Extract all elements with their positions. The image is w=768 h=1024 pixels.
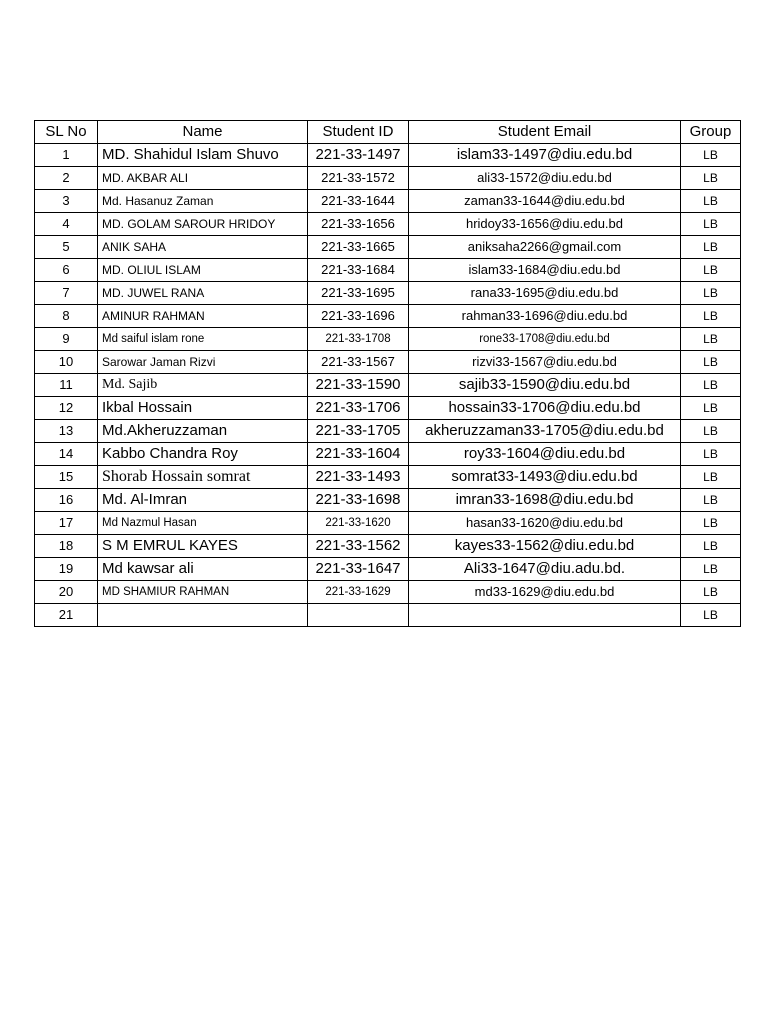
sl-cell: 2 xyxy=(35,167,98,190)
email-cell: hasan33-1620@diu.edu.bd xyxy=(409,512,681,535)
group-cell: LB xyxy=(681,190,741,213)
id-cell: 221-33-1684 xyxy=(308,259,409,282)
table-row xyxy=(35,190,741,213)
name-cell: Md Nazmul Hasan xyxy=(98,512,308,535)
id-cell: 221-33-1656 xyxy=(308,213,409,236)
sl-cell: 1 xyxy=(35,144,98,167)
name-cell: Md. Hasanuz Zaman xyxy=(98,190,308,213)
name-cell: Md saiful islam rone xyxy=(98,328,308,351)
email-cell: rizvi33-1567@diu.edu.bd xyxy=(409,351,681,374)
email-cell: rahman33-1696@diu.edu.bd xyxy=(409,305,681,328)
email-cell xyxy=(409,604,681,627)
table-row xyxy=(35,466,741,489)
sl-cell: 17 xyxy=(35,512,98,535)
table-row xyxy=(35,443,741,466)
name-cell: Md kawsar ali xyxy=(98,558,308,581)
group-cell: LB xyxy=(681,466,741,489)
sl-cell: 5 xyxy=(35,236,98,259)
name-cell: MD SHAMIUR RAHMAN xyxy=(98,581,308,604)
sl-cell: 15 xyxy=(35,466,98,489)
group-cell: LB xyxy=(681,144,741,167)
student-table xyxy=(34,120,741,627)
id-cell: 221-33-1590 xyxy=(308,374,409,397)
table-row xyxy=(35,489,741,512)
table-row xyxy=(35,328,741,351)
id-cell: 221-33-1567 xyxy=(308,351,409,374)
sl-cell: 12 xyxy=(35,397,98,420)
table-row xyxy=(35,558,741,581)
id-cell: 221-33-1620 xyxy=(308,512,409,535)
table-row xyxy=(35,259,741,282)
email-cell: islam33-1684@diu.edu.bd xyxy=(409,259,681,282)
email-cell: Ali33-1647@diu.adu.bd. xyxy=(409,558,681,581)
name-cell xyxy=(98,604,308,627)
group-cell: LB xyxy=(681,397,741,420)
table-row xyxy=(35,374,741,397)
id-cell: 221-33-1698 xyxy=(308,489,409,512)
id-cell: 221-33-1604 xyxy=(308,443,409,466)
sl-cell: 21 xyxy=(35,604,98,627)
email-cell: roy33-1604@diu.edu.bd xyxy=(409,443,681,466)
group-cell: LB xyxy=(681,489,741,512)
email-cell: hridoy33-1656@diu.edu.bd xyxy=(409,213,681,236)
id-cell: 221-33-1705 xyxy=(308,420,409,443)
sl-cell: 10 xyxy=(35,351,98,374)
id-cell: 221-33-1647 xyxy=(308,558,409,581)
sl-cell: 9 xyxy=(35,328,98,351)
email-cell: rone33-1708@diu.edu.bd xyxy=(409,328,681,351)
table-header-row xyxy=(35,121,741,144)
sl-cell: 8 xyxy=(35,305,98,328)
name-cell: AMINUR RAHMAN xyxy=(98,305,308,328)
header-group: Group xyxy=(681,121,741,144)
group-cell: LB xyxy=(681,558,741,581)
name-cell: MD. GOLAM SAROUR HRIDOY xyxy=(98,213,308,236)
group-cell: LB xyxy=(681,236,741,259)
group-cell: LB xyxy=(681,282,741,305)
group-cell: LB xyxy=(681,167,741,190)
group-cell: LB xyxy=(681,259,741,282)
id-cell xyxy=(308,604,409,627)
table-row xyxy=(35,512,741,535)
table-row xyxy=(35,420,741,443)
header-student-email: Student Email xyxy=(409,121,681,144)
email-cell: zaman33-1644@diu.edu.bd xyxy=(409,190,681,213)
name-cell: Sarowar Jaman Rizvi xyxy=(98,351,308,374)
group-cell: LB xyxy=(681,535,741,558)
header-name: Name xyxy=(98,121,308,144)
sl-cell: 13 xyxy=(35,420,98,443)
id-cell: 221-33-1708 xyxy=(308,328,409,351)
id-cell: 221-33-1493 xyxy=(308,466,409,489)
email-cell: hossain33-1706@diu.edu.bd xyxy=(409,397,681,420)
sl-cell: 16 xyxy=(35,489,98,512)
sl-cell: 3 xyxy=(35,190,98,213)
table-row xyxy=(35,282,741,305)
id-cell: 221-33-1696 xyxy=(308,305,409,328)
name-cell: Md.Akheruzzaman xyxy=(98,420,308,443)
sl-cell: 18 xyxy=(35,535,98,558)
sl-cell: 6 xyxy=(35,259,98,282)
email-cell: akheruzzaman33-1705@diu.edu.bd xyxy=(409,420,681,443)
table-row xyxy=(35,167,741,190)
table-row xyxy=(35,213,741,236)
group-cell: LB xyxy=(681,581,741,604)
email-cell: md33-1629@diu.edu.bd xyxy=(409,581,681,604)
name-cell: Shorab Hossain somrat xyxy=(98,466,308,489)
name-cell: MD. OLIUL ISLAM xyxy=(98,259,308,282)
sl-cell: 14 xyxy=(35,443,98,466)
header-sl-no: SL No xyxy=(35,121,98,144)
sl-cell: 11 xyxy=(35,374,98,397)
email-cell: imran33-1698@diu.edu.bd xyxy=(409,489,681,512)
email-cell: sajib33-1590@diu.edu.bd xyxy=(409,374,681,397)
table-row xyxy=(35,351,741,374)
id-cell: 221-33-1497 xyxy=(308,144,409,167)
group-cell: LB xyxy=(681,512,741,535)
group-cell: LB xyxy=(681,420,741,443)
id-cell: 221-33-1644 xyxy=(308,190,409,213)
id-cell: 221-33-1629 xyxy=(308,581,409,604)
header-student-id: Student ID xyxy=(308,121,409,144)
table-row xyxy=(35,144,741,167)
email-cell: aniksaha2266@gmail.com xyxy=(409,236,681,259)
email-cell: islam33-1497@diu.edu.bd xyxy=(409,144,681,167)
id-cell: 221-33-1572 xyxy=(308,167,409,190)
id-cell: 221-33-1706 xyxy=(308,397,409,420)
table-row xyxy=(35,236,741,259)
id-cell: 221-33-1695 xyxy=(308,282,409,305)
name-cell: Md. Sajib xyxy=(98,374,308,397)
name-cell: MD. Shahidul Islam Shuvo xyxy=(98,144,308,167)
table-row xyxy=(35,397,741,420)
name-cell: ANIK SAHA xyxy=(98,236,308,259)
sl-cell: 20 xyxy=(35,581,98,604)
email-cell: rana33-1695@diu.edu.bd xyxy=(409,282,681,305)
table-row xyxy=(35,535,741,558)
email-cell: ali33-1572@diu.edu.bd xyxy=(409,167,681,190)
table-row xyxy=(35,604,741,627)
name-cell: S M EMRUL KAYES xyxy=(98,535,308,558)
group-cell: LB xyxy=(681,305,741,328)
table-row xyxy=(35,581,741,604)
group-cell: LB xyxy=(681,604,741,627)
name-cell: MD. JUWEL RANA xyxy=(98,282,308,305)
id-cell: 221-33-1665 xyxy=(308,236,409,259)
name-cell: Md. Al-Imran xyxy=(98,489,308,512)
name-cell: Kabbo Chandra Roy xyxy=(98,443,308,466)
id-cell: 221-33-1562 xyxy=(308,535,409,558)
sl-cell: 4 xyxy=(35,213,98,236)
group-cell: LB xyxy=(681,328,741,351)
table-row xyxy=(35,305,741,328)
name-cell: Ikbal Hossain xyxy=(98,397,308,420)
group-cell: LB xyxy=(681,213,741,236)
sl-cell: 19 xyxy=(35,558,98,581)
email-cell: somrat33-1493@diu.edu.bd xyxy=(409,466,681,489)
group-cell: LB xyxy=(681,374,741,397)
group-cell: LB xyxy=(681,443,741,466)
email-cell: kayes33-1562@diu.edu.bd xyxy=(409,535,681,558)
sl-cell: 7 xyxy=(35,282,98,305)
name-cell: MD. AKBAR ALI xyxy=(98,167,308,190)
group-cell: LB xyxy=(681,351,741,374)
